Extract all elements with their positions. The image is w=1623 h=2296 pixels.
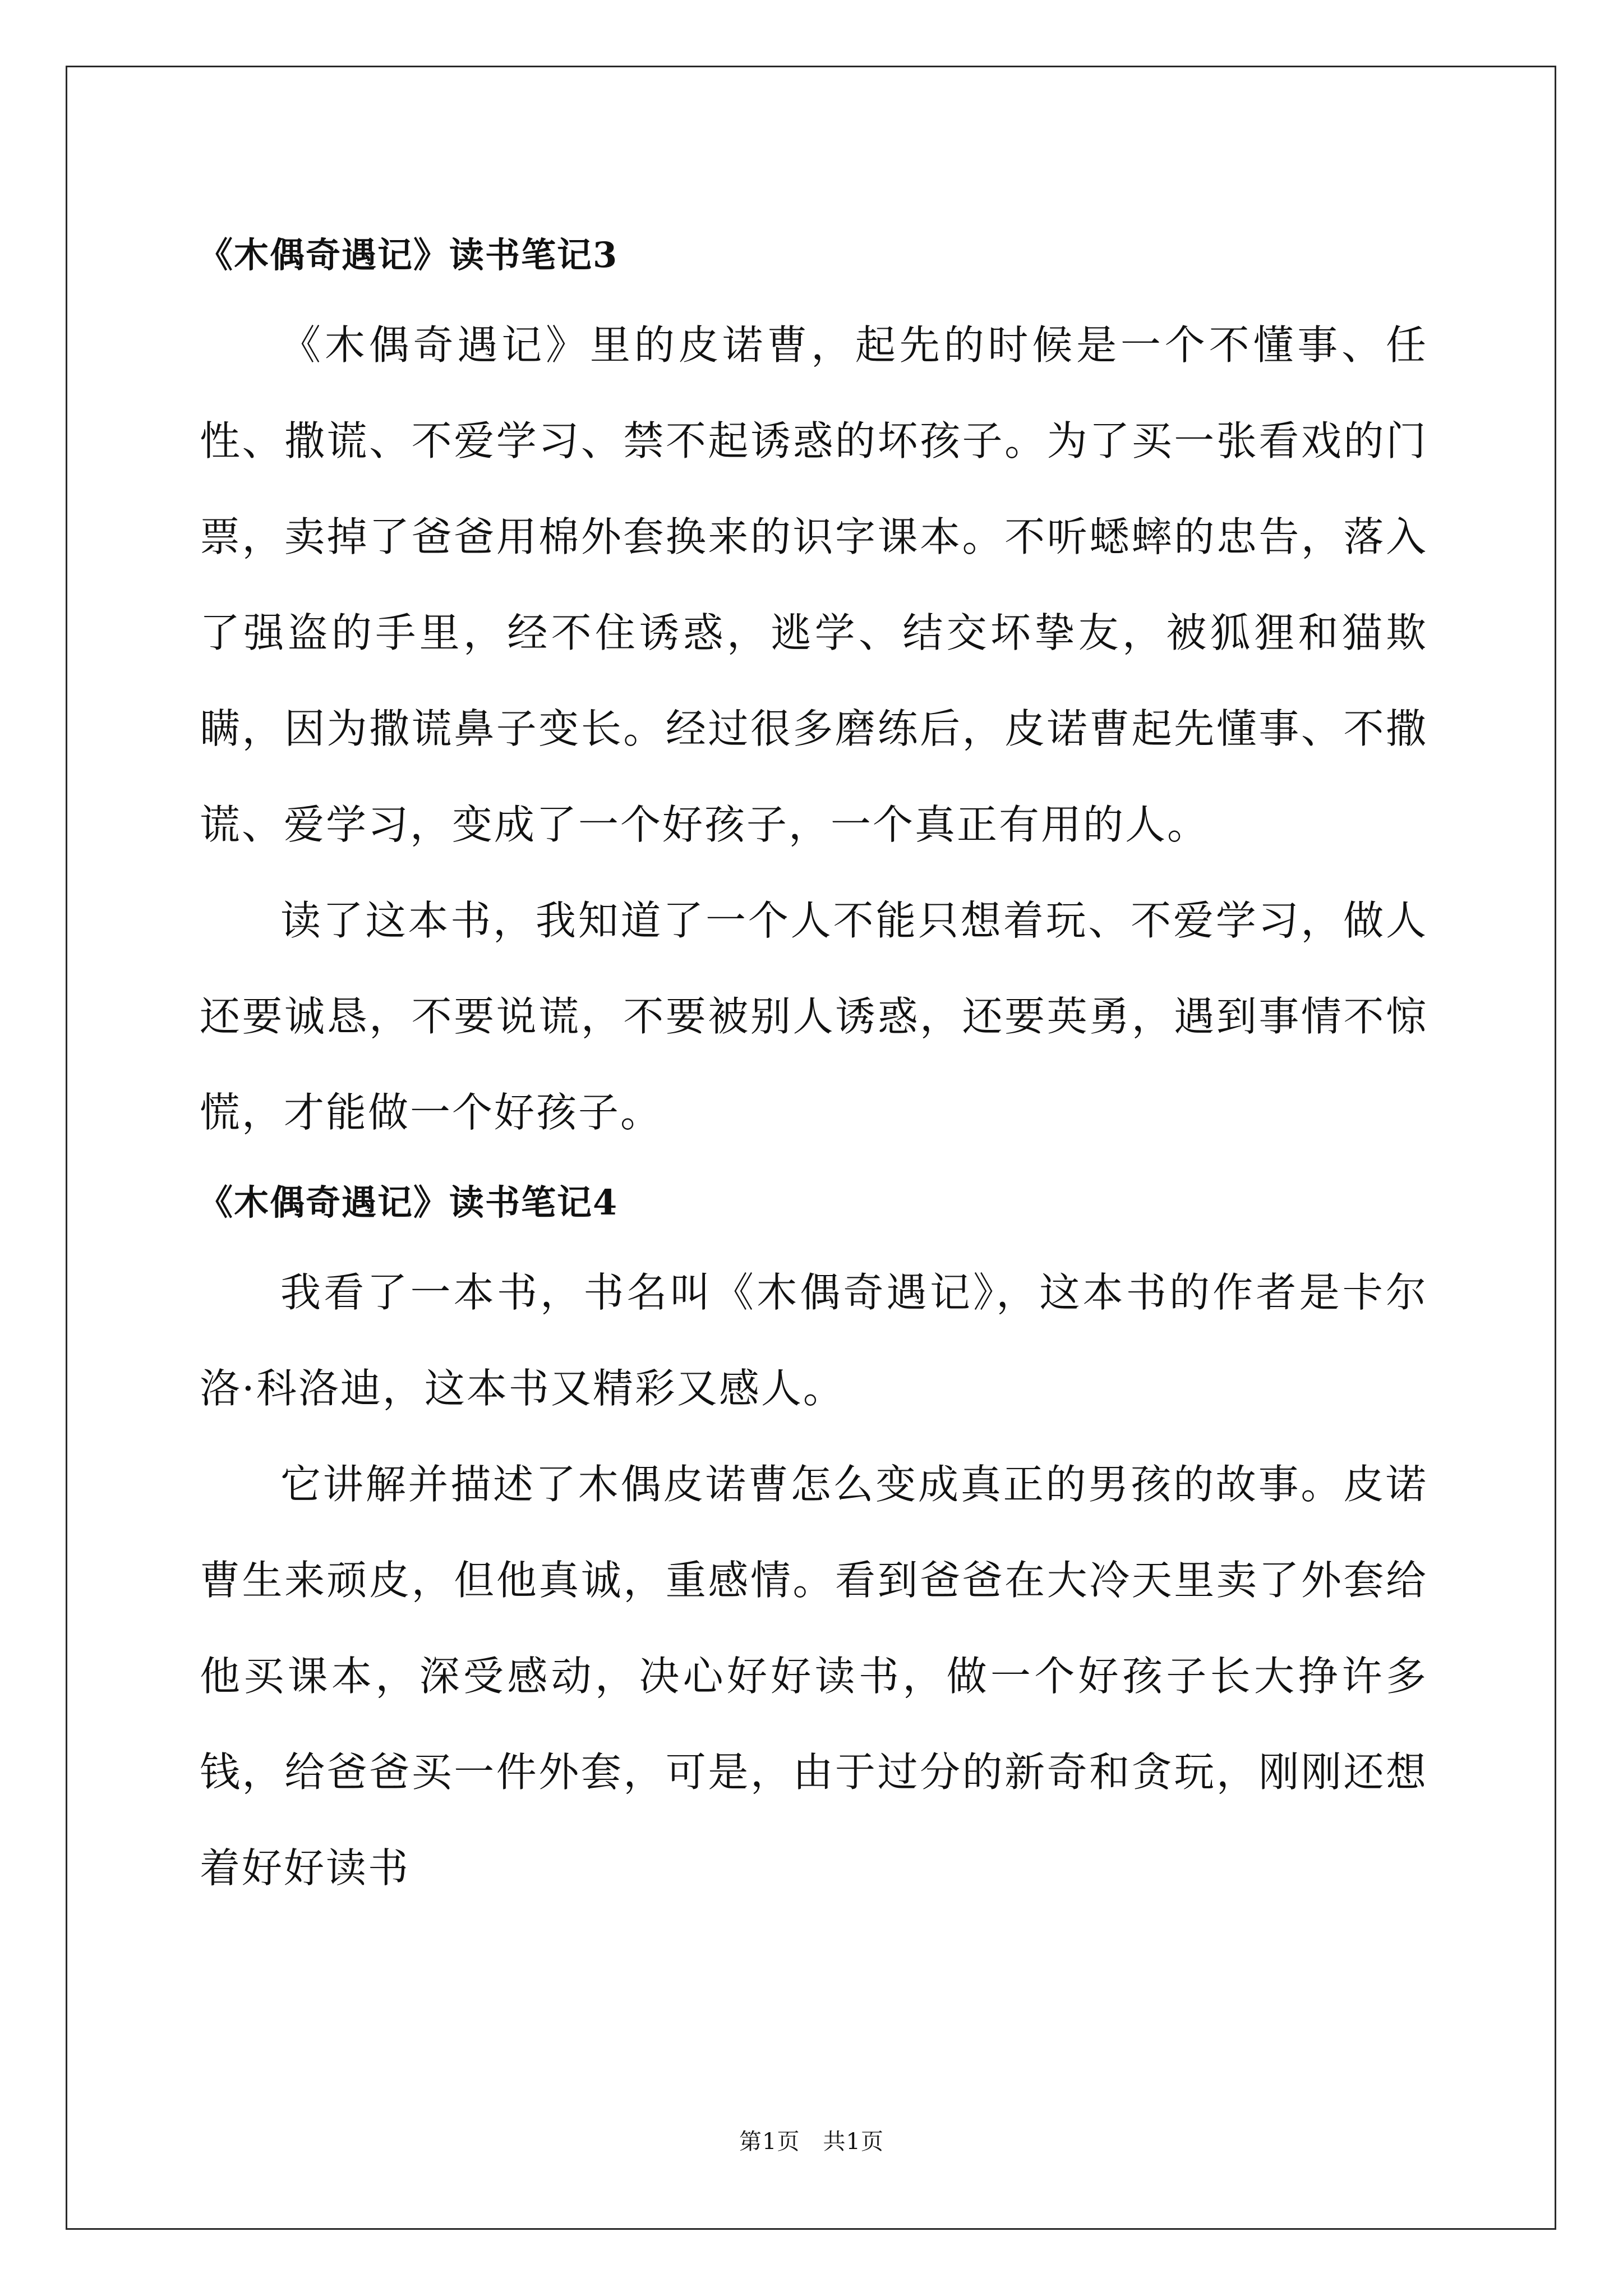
document-body	[200, 213, 1428, 1916]
paragraph: 我看了一本书，书名叫《木偶奇遇记》，这本书的作者是卡尔洛·科洛迪，这本书又精彩又感人。	[200, 1269, 1428, 1412]
page-footer: 第1页 共1页	[739, 2129, 884, 2155]
paragraph: 《木偶奇遇记》里的皮诺曹，起先的时候是一个不懂事、任性、撒谎、不爱学习、禁不起诱惑的坏孩子。为了买一张看戏的门票，卖掉了爸爸用棉外套换来的识字课本。不听蟋蟀的忠告，落入了强盗的手里，经不住诱惑，逃学、结交坏挚友，被狐狸和猫欺瞒，因为撒谎鼻子变长。经过很多磨练后，皮诺曹起先懂事、不撒谎、爱学习，变成了一个好孩子，一个真正有用的人。	[200, 321, 1428, 848]
section-heading: 《木偶奇遇记》读书笔记3	[198, 234, 619, 275]
section-heading: 《木偶奇遇记》读书笔记4	[198, 1182, 619, 1223]
paragraph: 读了这本书，我知道了一个人不能只想着玩、不爱学习，做人还要诚恳，不要说谎，不要被别人诱惑，还要英勇，遇到事情不惊慌，才能做一个好孩子。	[200, 897, 1428, 1136]
paragraph: 它讲解并描述了木偶皮诺曹怎么变成真正的男孩的故事。皮诺曹生来顽皮，但他真诚，重感情。看到爸爸在大冷天里卖了外套给他买课本，深受感动，决心好好读书，做一个好孩子长大挣许多钱，给爸爸买一件外套，可是，由于过分的新奇和贪玩，刚刚还想着好好读书	[200, 1461, 1428, 1892]
